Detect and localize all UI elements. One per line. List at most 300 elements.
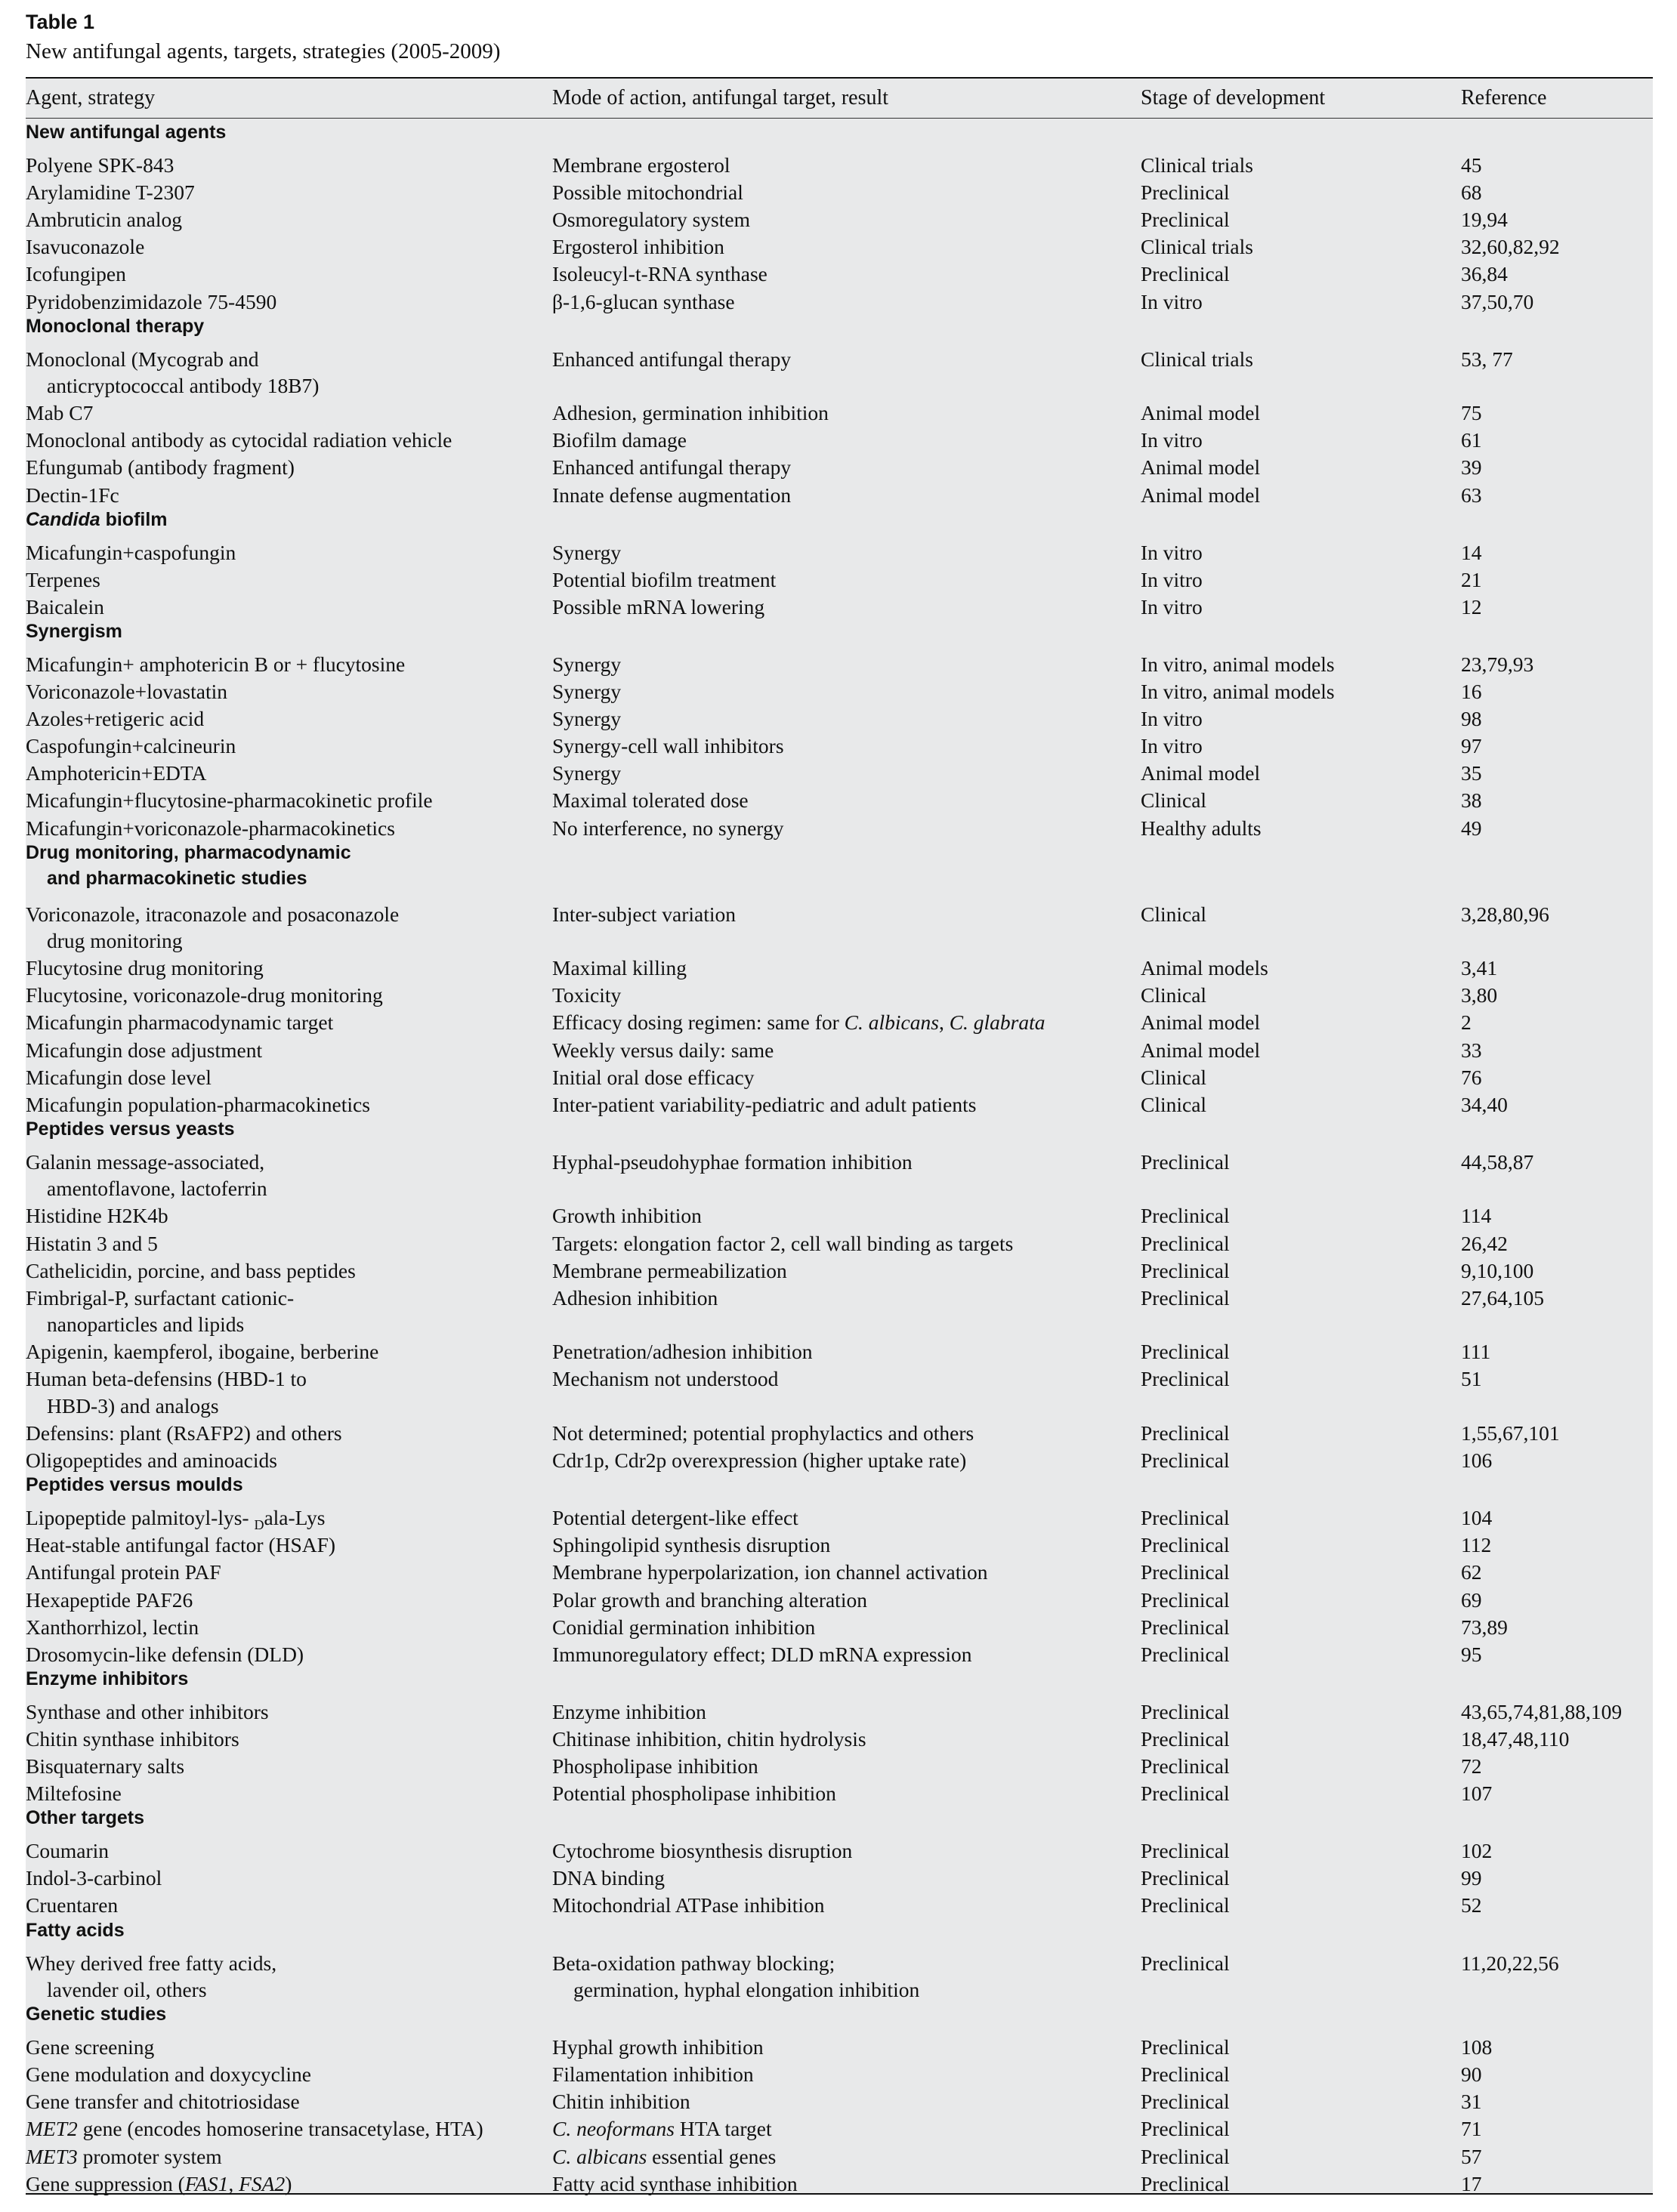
table-row [26, 1365, 1653, 1419]
cell-stage: Preclinical [1141, 2144, 1230, 2168]
section-heading-text: New antifungal agents [26, 122, 227, 143]
table-row [26, 1064, 1653, 1091]
mode-text: DNA binding [552, 1866, 665, 1890]
cell-stage: Preclinical [1141, 2117, 1230, 2141]
cell-agent [26, 2115, 483, 2143]
cell-agent [26, 1365, 307, 1418]
cell-stage: Clinical trials [1141, 235, 1253, 259]
agent-text: Flucytosine, voriconazole-drug monitoring [26, 983, 383, 1007]
agent-text: Gene modulation and doxycycline [26, 2062, 312, 2087]
agent-text: Cruentaren [26, 1893, 119, 1917]
cell-reference: 3,41 [1461, 956, 1498, 980]
table-row [26, 539, 1653, 566]
cell-agent [26, 1091, 370, 1118]
agent-text-line2: HBD-3) and analogs [47, 1393, 219, 1418]
cell-stage: Preclinical [1141, 1839, 1230, 1863]
mode-text: Osmoregulatory system [552, 208, 750, 232]
mode-text: No interference, no synergy [552, 816, 784, 840]
mode-text: Growth inhibition [552, 1204, 702, 1228]
agent-text-line2: nanoparticles and lipids [47, 1313, 245, 1337]
cell-stage: In vitro [1141, 594, 1203, 619]
bottom-rule [26, 2193, 1653, 2195]
agent-gene: MET3 [26, 2144, 78, 2168]
cell-agent [26, 1837, 109, 1865]
cell-reference: 104 [1461, 1506, 1493, 1530]
cell-reference: 98 [1461, 707, 1482, 731]
cell-stage: Preclinical [1141, 1893, 1230, 1917]
cell-agent [26, 1780, 122, 1807]
mode-text: Sphingolipid synthesis disruption [552, 1533, 831, 1557]
agent-text: Gene screening [26, 2035, 155, 2059]
header-mode: Mode of action, antifungal target, result [552, 86, 889, 110]
mode-text: Maximal tolerated dose [552, 788, 749, 813]
cell-reference: 72 [1461, 1754, 1482, 1778]
cell-mode [552, 1892, 825, 1919]
cell-mode [552, 261, 767, 288]
cell-reference: 62 [1461, 1560, 1482, 1584]
mode-text: essential genes [647, 2144, 777, 2168]
agent-text-line2: drug monitoring [47, 929, 183, 953]
cell-reference: 16 [1461, 680, 1482, 703]
table-row [26, 206, 1653, 233]
agent-gene: MET2 [26, 2117, 78, 2141]
agent-text-tail: ) [285, 2171, 292, 2195]
mode-text: Toxicity [552, 983, 622, 1007]
agent-text: Ambruticin analog [26, 208, 182, 232]
cell-stage: Preclinical [1141, 208, 1230, 232]
table-row [26, 1865, 1653, 1892]
cell-reference: 39 [1461, 455, 1482, 480]
table-row [26, 1149, 1653, 1202]
cell-mode [552, 1532, 830, 1559]
mode-text: Biofilm damage [552, 428, 687, 452]
cell-reference: 71 [1461, 2117, 1482, 2141]
cell-reference: 95 [1461, 1642, 1482, 1666]
agent-text: Micafungin dose adjustment [26, 1038, 263, 1062]
agent-text: promoter system [77, 2144, 222, 2168]
cell-stage: Preclinical [1141, 1587, 1230, 1612]
agent-text: Voriconazole, itraconazole and posaconazole [26, 902, 400, 926]
agent-text: Whey derived free fatty acids, [26, 1951, 277, 1975]
section-heading [26, 1118, 235, 1140]
agent-text: Azoles+retigeric acid [26, 707, 205, 731]
mode-text: Initial oral dose efficacy [552, 1065, 755, 1089]
agent-text: Efungumab (antibody fragment) [26, 455, 295, 480]
table-row [26, 1257, 1653, 1285]
mode-text: Adhesion inhibition [552, 1285, 718, 1310]
agent-text: gene (encodes homoserine transacetylase, HTA) [77, 2117, 483, 2141]
table-row [26, 1950, 1653, 2004]
table-row [26, 594, 1653, 621]
table-row [26, 346, 1653, 400]
cell-stage: Clinical [1141, 1092, 1207, 1116]
cell-mode [552, 400, 829, 427]
agent-text: Cathelicidin, porcine, and bass peptides [26, 1258, 356, 1282]
cell-stage: Clinical trials [1141, 347, 1253, 371]
cell-agent [26, 1641, 304, 1668]
table-row [26, 1504, 1653, 1532]
cell-agent [26, 787, 433, 814]
cell-stage: Preclinical [1141, 1615, 1230, 1639]
cell-agent [26, 1614, 199, 1641]
section-heading-text: Genetic studies [26, 2004, 167, 2025]
agent-gene: FAS1, FSA2 [184, 2171, 286, 2195]
section-heading-text: Monoclonal therapy [26, 315, 205, 337]
cell-agent [26, 982, 383, 1009]
cell-agent [26, 1559, 221, 1586]
cell-mode [552, 1865, 665, 1892]
cell-agent [26, 760, 206, 787]
table-row [26, 2088, 1653, 2115]
table-row [26, 152, 1653, 179]
cell-stage: Preclinical [1141, 1754, 1230, 1778]
cell-stage: Preclinical [1141, 1560, 1230, 1584]
section-heading-text: Peptides versus yeasts [26, 1118, 235, 1140]
cell-reference: 2 [1461, 1010, 1472, 1035]
agent-text-tail: ala-Lys [264, 1506, 326, 1530]
agent-text: Pyridobenzimidazole 75-4590 [26, 289, 277, 313]
cell-agent [26, 206, 182, 233]
cell-stage: Clinical trials [1141, 153, 1253, 177]
mode-text: Ergosterol inhibition [552, 235, 724, 259]
cell-mode [552, 594, 764, 621]
table-row [26, 1892, 1653, 1919]
agent-text: Fimbrigal-P, surfactant cationic- [26, 1285, 295, 1310]
agent-text: Mab C7 [26, 401, 94, 425]
cell-mode [552, 482, 791, 509]
cell-reference: 23,79,93 [1461, 652, 1534, 676]
mode-text: Hyphal-pseudohyphae formation inhibition [552, 1149, 913, 1174]
section-heading [26, 122, 226, 143]
mode-text: Synergy [552, 540, 622, 564]
cell-agent [26, 1230, 158, 1257]
cell-stage: Preclinical [1141, 262, 1230, 286]
table-row [26, 651, 1653, 678]
cell-reference: 99 [1461, 1866, 1482, 1890]
mode-text: Hyphal growth inhibition [552, 2035, 764, 2059]
cell-reference: 31 [1461, 2090, 1482, 2114]
table-row [26, 1420, 1653, 1447]
table-row [26, 815, 1653, 842]
agent-text: Voriconazole+lovastatin [26, 680, 228, 703]
mode-text: Possible mRNA lowering [552, 594, 765, 619]
cell-mode [552, 566, 776, 594]
section-heading-text: biofilm [105, 508, 168, 530]
cell-mode [552, 901, 736, 928]
cell-mode [552, 346, 791, 373]
cell-agent [26, 1950, 277, 2001]
table-row [26, 2034, 1653, 2061]
cell-mode [552, 982, 621, 1009]
agent-text: Defensins: plant (RsAFP2) and others [26, 1421, 342, 1445]
cell-mode [552, 1726, 866, 1753]
cell-stage: Preclinical [1141, 1149, 1230, 1174]
mode-text: Mitochondrial ATPase inhibition [552, 1893, 825, 1917]
cell-reference: 73,89 [1461, 1615, 1508, 1639]
cell-reference: 53, 77 [1461, 347, 1513, 371]
agent-text: Bisquaternary salts [26, 1754, 185, 1778]
cell-stage: In vitro [1141, 734, 1203, 758]
table-row [26, 1780, 1653, 1807]
cell-agent [26, 651, 405, 678]
cell-mode [552, 1753, 758, 1780]
cell-stage: In vitro [1141, 567, 1203, 591]
cell-mode [552, 1504, 798, 1532]
mode-text: Efficacy dosing regimen: same for [552, 1010, 845, 1035]
cell-stage: Preclinical [1141, 1506, 1230, 1530]
cell-reference: 106 [1461, 1448, 1493, 1473]
mode-text: Beta-oxidation pathway blocking; [552, 1951, 835, 1975]
cell-stage: Preclinical [1141, 1258, 1230, 1282]
cell-agent [26, 2061, 311, 2088]
section-heading [26, 1474, 243, 1496]
agent-text: Arylamidine T-2307 [26, 180, 195, 205]
mode-text: Synergy [552, 707, 622, 731]
cell-reference: 90 [1461, 2062, 1482, 2087]
cell-reference: 111 [1461, 1340, 1491, 1364]
cell-reference: 14 [1461, 540, 1482, 564]
section-heading [26, 842, 351, 864]
section-heading-continued: and pharmacokinetic studies [47, 867, 307, 889]
cell-mode [552, 705, 621, 733]
cell-agent [26, 1587, 193, 1614]
cell-agent [26, 1149, 267, 1201]
cell-reference: 36,84 [1461, 262, 1508, 286]
agent-text: Indol-3-carbinol [26, 1866, 162, 1890]
table-row [26, 705, 1653, 733]
cell-stage: In vitro [1141, 540, 1203, 564]
table-row [26, 261, 1653, 288]
cell-mode [552, 955, 687, 982]
cell-agent [26, 427, 452, 454]
table-row [26, 1837, 1653, 1865]
cell-mode [552, 1420, 974, 1447]
cell-agent [26, 901, 400, 953]
section-heading-text: Other targets [26, 1807, 144, 1829]
cell-agent [26, 2143, 222, 2170]
table-row [26, 1559, 1653, 1586]
agent-text: Baicalein [26, 594, 104, 619]
table-row [26, 1614, 1653, 1641]
cell-mode [552, 152, 730, 179]
cell-reference: 44,58,87 [1461, 1149, 1534, 1174]
table-row [26, 901, 1653, 955]
mode-text: Potential detergent-like effect [552, 1506, 798, 1530]
cell-reference: 38 [1461, 788, 1482, 813]
cell-agent [26, 261, 126, 288]
table-row [26, 1037, 1653, 1064]
cell-agent [26, 1532, 335, 1559]
table-row [26, 733, 1653, 760]
cell-mode [552, 760, 621, 787]
cell-stage: Preclinical [1141, 1726, 1230, 1751]
cell-stage: Preclinical [1141, 2035, 1230, 2059]
table-row [26, 454, 1653, 481]
table-row [26, 1447, 1653, 1474]
cell-agent [26, 482, 119, 509]
section-heading [26, 316, 204, 338]
agent-text: Micafungin+ amphotericin B or + flucytosine [26, 652, 406, 676]
cell-mode [552, 1202, 702, 1229]
mode-text: Enhanced antifungal therapy [552, 347, 792, 371]
table-header [26, 79, 1653, 119]
cell-reference: 69 [1461, 1587, 1482, 1612]
cell-mode [552, 2088, 690, 2115]
mode-text: Synergy [552, 761, 622, 785]
cell-stage: In vitro [1141, 289, 1203, 313]
table-row [26, 2143, 1653, 2170]
cell-stage: Preclinical [1141, 1231, 1230, 1255]
agent-text: Terpenes [26, 567, 100, 591]
mode-text: Innate defense augmentation [552, 483, 792, 507]
cell-agent [26, 1698, 269, 1726]
section-heading [26, 1807, 144, 1829]
cell-agent [26, 1504, 325, 1535]
cell-agent [26, 2088, 300, 2115]
cell-mode [552, 1009, 1045, 1036]
cell-mode [552, 288, 735, 316]
cell-agent [26, 705, 204, 733]
mode-text: Cytochrome biosynthesis disruption [552, 1839, 853, 1863]
table-row [26, 2061, 1653, 2088]
agent-text: Micafungin dose level [26, 1065, 212, 1089]
section-heading-text: Fatty acids [26, 1919, 125, 1941]
mode-text: HTA target [674, 2117, 772, 2141]
section-heading-text: Synergism [26, 620, 122, 642]
table-row [26, 1641, 1653, 1668]
mode-text: Chitinase inhibition, chitin hydrolysis [552, 1726, 866, 1751]
table-row [26, 1338, 1653, 1365]
cell-mode [552, 1149, 913, 1176]
cell-reference: 61 [1461, 428, 1482, 452]
agent-text: Miltefosine [26, 1782, 122, 1806]
cell-mode [552, 233, 724, 261]
cell-agent [26, 678, 227, 705]
agent-text: Lipopeptide palmitoyl-lys- [26, 1506, 255, 1530]
cell-stage: In vitro [1141, 428, 1203, 452]
cell-agent [26, 1202, 168, 1229]
cell-stage: Animal model [1141, 1038, 1261, 1062]
table-row [26, 1009, 1653, 1036]
table-row [26, 400, 1653, 427]
table-row [26, 1285, 1653, 1338]
agent-text: Apigenin, kaempferol, ibogaine, berberine [26, 1340, 379, 1364]
cell-agent [26, 1420, 342, 1447]
cell-mode [552, 427, 687, 454]
mode-text: Targets: elongation factor 2, cell wall binding as targets [552, 1231, 1014, 1255]
cell-stage: Preclinical [1141, 1421, 1230, 1445]
cell-stage: Preclinical [1141, 1866, 1230, 1890]
cell-stage: Preclinical [1141, 1448, 1230, 1473]
cell-stage: Preclinical [1141, 2062, 1230, 2087]
table-row [26, 482, 1653, 509]
table-row [26, 179, 1653, 206]
mode-text: Membrane hyperpolarization, ion channel activation [552, 1560, 988, 1584]
cell-stage: Preclinical [1141, 1367, 1230, 1391]
table-row [26, 982, 1653, 1009]
mode-text: Chitin inhibition [552, 2090, 690, 2114]
mode-text: Potential biofilm treatment [552, 567, 777, 591]
agent-text: Gene transfer and chitotriosidase [26, 2090, 300, 2114]
cell-stage: Animal model [1141, 761, 1261, 785]
cell-reference: 35 [1461, 761, 1482, 785]
mode-text: Penetration/adhesion inhibition [552, 1340, 813, 1364]
cell-reference: 27,64,105 [1461, 1285, 1544, 1310]
table-row [26, 566, 1653, 594]
cell-agent [26, 815, 395, 842]
cell-agent [26, 955, 264, 982]
cell-agent [26, 179, 195, 206]
cell-mode [552, 1230, 1013, 1257]
mode-text: Potential phospholipase inhibition [552, 1782, 836, 1806]
cell-stage: Preclinical [1141, 1782, 1230, 1806]
cell-reference: 43,65,74,81,88,109 [1461, 1699, 1623, 1723]
cell-reference: 57 [1461, 2144, 1482, 2168]
cell-mode [552, 651, 621, 678]
cell-reference: 26,42 [1461, 1231, 1508, 1255]
table-row [26, 1532, 1653, 1559]
cell-mode [552, 1641, 971, 1668]
cell-agent [26, 1892, 118, 1919]
table-body [26, 119, 1653, 2193]
section-heading-text: Peptides versus moulds [26, 1474, 243, 1496]
table-row [26, 955, 1653, 982]
agent-text: Antifungal protein PAF [26, 1560, 221, 1584]
table-row [26, 1230, 1653, 1257]
agent-text: Micafungin+caspofungin [26, 540, 236, 564]
table-row [26, 288, 1653, 316]
table-row [26, 427, 1653, 454]
table-caption: New antifungal agents, targets, strategies (2005-2009) [26, 39, 501, 63]
agent-text: Hexapeptide PAF26 [26, 1587, 193, 1612]
cell-mode [552, 733, 784, 760]
cell-stage: Preclinical [1141, 1699, 1230, 1723]
agent-text: Micafungin population-pharmacokinetics [26, 1092, 370, 1116]
cell-stage: Preclinical [1141, 180, 1230, 205]
table-row [26, 1091, 1653, 1118]
mode-text: Synergy-cell wall inhibitors [552, 734, 784, 758]
agent-text: Flucytosine drug monitoring [26, 956, 264, 980]
cell-mode [552, 2115, 772, 2143]
cell-mode [552, 1559, 988, 1586]
cell-agent [26, 400, 93, 427]
cell-agent [26, 454, 295, 481]
cell-reference: 3,80 [1461, 983, 1498, 1007]
mode-text: Mechanism not understood [552, 1367, 779, 1391]
mode-text-line2: germination, hyphal elongation inhibition [573, 1978, 920, 2001]
cell-mode [552, 2143, 776, 2170]
cell-mode [552, 1698, 706, 1726]
cell-mode [552, 1365, 778, 1393]
agent-text: Monoclonal (Mycograb and [26, 347, 259, 371]
cell-agent [26, 1064, 212, 1091]
cell-stage: Clinical [1141, 788, 1207, 813]
cell-stage: Animal models [1141, 956, 1268, 980]
cell-reference: 3,28,80,96 [1461, 902, 1549, 926]
table-row [26, 787, 1653, 814]
mode-text: Maximal killing [552, 956, 687, 980]
cell-agent [26, 539, 236, 566]
agent-text: Drosomycin-like defensin (DLD) [26, 1642, 304, 1666]
mode-text: Inter-subject variation [552, 902, 737, 926]
mode-text: Conidial germination inhibition [552, 1615, 816, 1639]
mode-text: β-1,6-glucan synthase [552, 289, 735, 313]
agent-text: Micafungin pharmacodynamic target [26, 1010, 334, 1035]
mode-organism: C. glabrata [949, 1010, 1045, 1035]
cell-mode [552, 787, 749, 814]
cell-stage: Preclinical [1141, 1285, 1230, 1310]
table-title: Table 1 [26, 11, 95, 33]
